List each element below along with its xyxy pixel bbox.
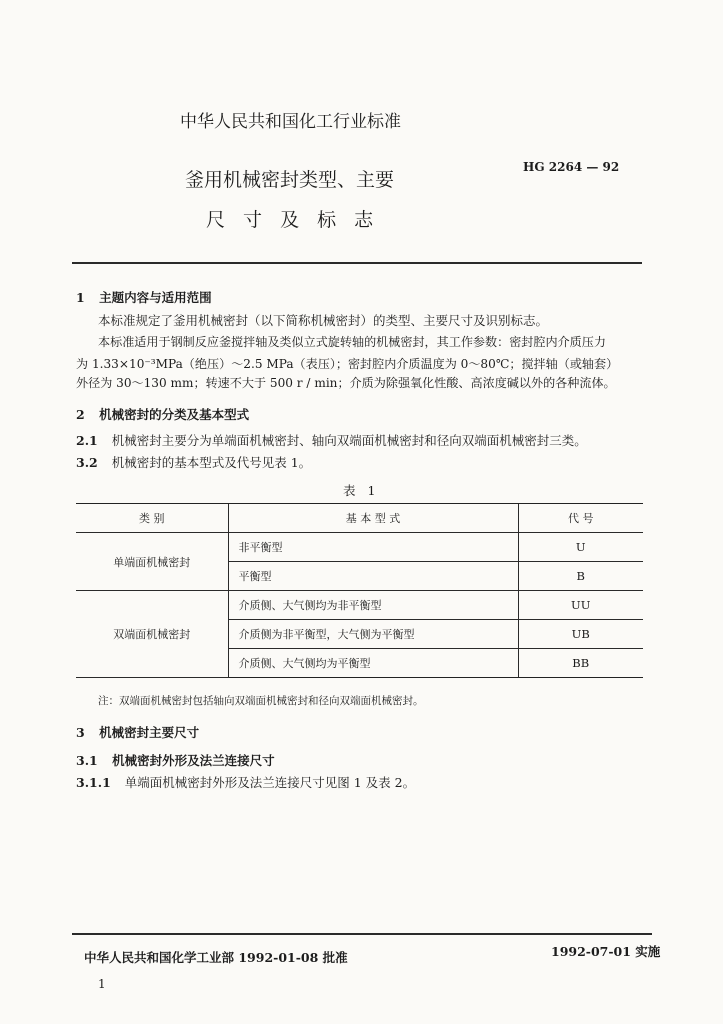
- page-number: 1: [98, 977, 106, 991]
- section-1-heading: [76, 288, 212, 306]
- footer-divider: [72, 933, 652, 935]
- table-row: [76, 533, 643, 562]
- clause-3-1-text: 机械密封外形及法兰连接尺寸: [112, 753, 275, 768]
- form-cell: 非平衡型: [228, 533, 518, 562]
- table-1: [76, 503, 643, 678]
- clause-3-1: [76, 751, 275, 769]
- code-cell: BB: [518, 649, 643, 678]
- section-2-heading: [76, 405, 249, 423]
- table-header-row: [76, 504, 643, 533]
- form-cell: 介质侧为非平衡型，大气侧为平衡型: [228, 620, 518, 649]
- section-1-title: 主题内容与适用范围: [99, 290, 212, 305]
- clause-3-1-1-number: 3.1.1: [76, 775, 111, 790]
- header-divider: [72, 262, 642, 264]
- header-form: 基 本 型 式: [228, 504, 518, 533]
- clause-3-2-text: 机械密封的基本型式及代号见表 1。: [111, 455, 312, 470]
- table-row: [76, 591, 643, 620]
- section-2-number: 2: [76, 407, 85, 422]
- document-title-line-2: 尺 寸 及 标 志: [206, 209, 380, 231]
- section-1-paragraph-1: 本标准规定了釜用机械密封（以下简称机械密封）的类型、主要尺寸及识别标志。: [98, 313, 549, 328]
- section-3-title: 机械密封主要尺寸: [99, 725, 200, 740]
- section-1-number: 1: [76, 290, 85, 305]
- clause-3-1-1-text: 单端面机械密封外形及法兰连接尺寸见图 1 及表 2。: [124, 775, 416, 790]
- clause-2-1-number: 2.1: [76, 433, 98, 448]
- section-1-paragraph-2-line-2: 为 1.33×10⁻³MPa（绝压）～2.5 MPa（表压）；密封腔内介质温度为 0～80℃；搅拌轴（或轴套）: [76, 357, 619, 371]
- form-cell: 介质侧、大气侧均为平衡型: [228, 649, 518, 678]
- clause-3-2: [76, 451, 311, 474]
- section-2-title: 机械密封的分类及基本型式: [99, 407, 250, 422]
- org-title: 中华人民共和国化工行业标准: [180, 112, 401, 132]
- code-cell: B: [518, 562, 643, 591]
- header-category: 类 别: [76, 504, 228, 533]
- document-title-line-1: 釜用机械密封类型、主要: [185, 169, 395, 191]
- table-1-caption: 表 1: [343, 483, 380, 498]
- form-cell: 介质侧、大气侧均为非平衡型: [228, 591, 518, 620]
- table-1-note: 注：双端面机械密封包括轴向双端面机械密封和径向双端面机械密封。: [98, 695, 424, 707]
- header-code: 代 号: [518, 504, 643, 533]
- code-cell: UB: [518, 620, 643, 649]
- standard-code: HG 2264 — 92: [523, 160, 620, 174]
- clause-3-2-number: 3.2: [76, 455, 98, 470]
- section-3-number: 3: [76, 725, 85, 740]
- section-1-paragraph-2-line-3: 外径为 30～130 mm；转速不大于 500 r / min；介质为除强氧化性酸、高浓度碱以外的各种流体。: [76, 376, 616, 390]
- code-cell: UU: [518, 591, 643, 620]
- approval-line: 中华人民共和国化学工业部 1992-01-08 批准: [84, 950, 348, 965]
- clause-2-1: [76, 429, 587, 452]
- section-3-heading: [76, 723, 199, 741]
- section-1-paragraph-2-line-1: 本标准适用于钢制反应釜搅拌轴及类似立式旋转轴的机械密封，其工作参数：密封腔内介质压力: [98, 335, 606, 349]
- category-single: 单端面机械密封: [76, 533, 228, 591]
- form-cell: 平衡型: [228, 562, 518, 591]
- clause-3-1-number: 3.1: [76, 753, 98, 768]
- clause-2-1-text: 机械密封主要分为单端面机械密封、轴向双端面机械密封和径向双端面机械密封三类。: [111, 433, 587, 448]
- category-double: 双端面机械密封: [76, 591, 228, 678]
- code-cell: U: [518, 533, 643, 562]
- effective-date: 1992-07-01 实施: [551, 944, 661, 959]
- clause-3-1-1: [76, 773, 415, 791]
